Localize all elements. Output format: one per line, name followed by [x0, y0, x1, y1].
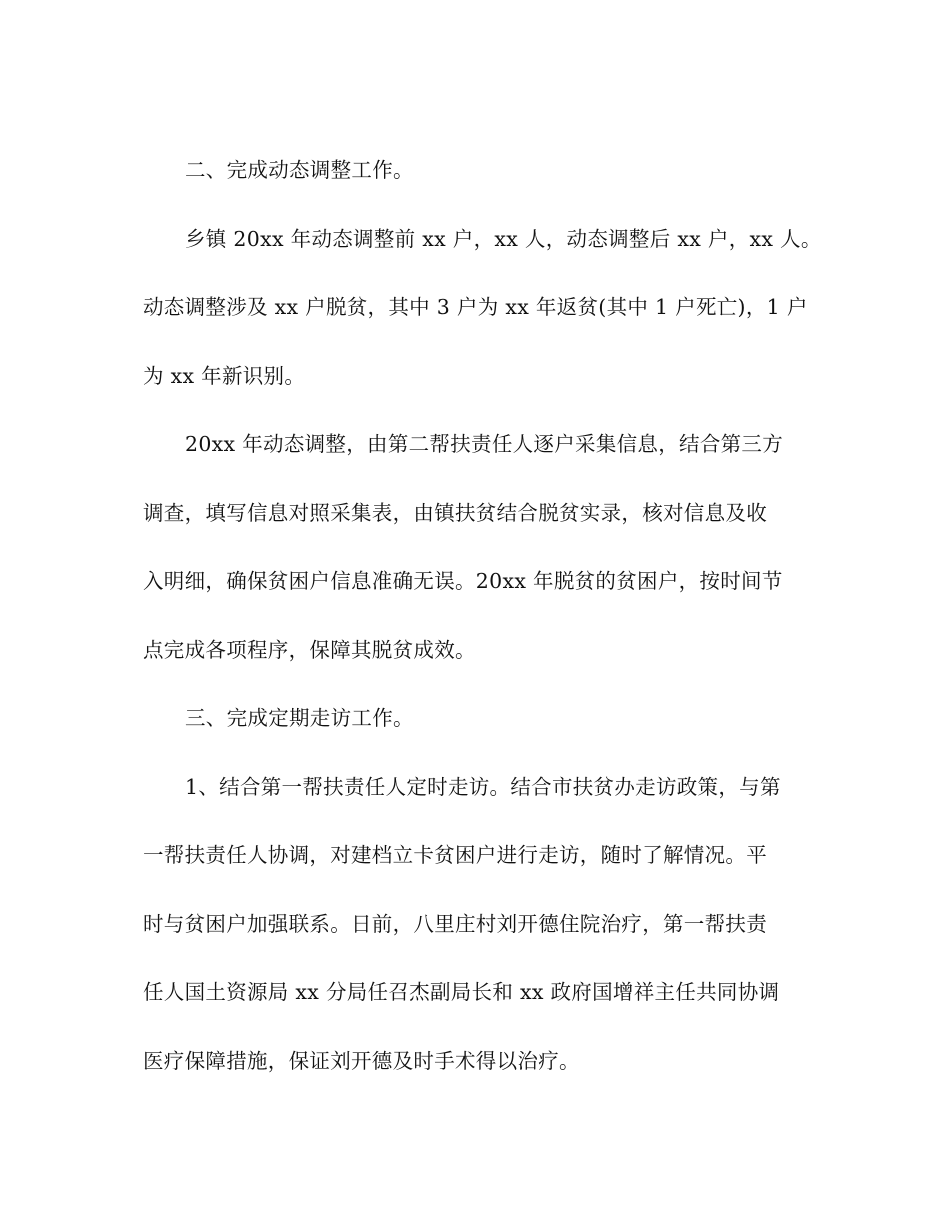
section-heading-2 — [143, 136, 810, 205]
text-line: 二、完成动态调整工作。 — [185, 158, 414, 182]
text-line: 乡镇 20xx 年动态调整前 xx 户，xx 人，动态调整后 xx 户，xx 人。 — [185, 226, 822, 251]
text-line: 点完成各项程序，保障其脱贫成效。 — [143, 637, 476, 662]
paragraph-visits — [143, 753, 810, 1096]
text-line: 调查，填写信息对照采集表，由镇扶贫结合脱贫实录，核对信息及收 — [143, 500, 767, 525]
document-body — [143, 136, 822, 1095]
text-line: 入明细，确保贫困户信息准确无误。20xx 年脱贫的贫困户，按时间节 — [143, 569, 783, 593]
section-heading-3 — [143, 684, 810, 753]
text-line: 为 xx 年新识别。 — [143, 363, 306, 388]
text-line: 时与贫困户加强联系。日前，八里庄村刘开德住院治疗，第一帮扶责 — [143, 911, 767, 936]
text-line: 医疗保障措施，保证刘开德及时手术得以治疗。 — [143, 1048, 580, 1073]
text-line: 一帮扶责任人协调，对建档立卡贫困户进行走访，随时了解情况。平 — [143, 843, 767, 867]
paragraph-adjustment-process — [143, 410, 810, 684]
text-line: 任人国土资源局 xx 分局任召杰副局长和 xx 政府国增祥主任共同协调 — [143, 980, 780, 1004]
text-line: 动态调整涉及 xx 户脱贫，其中 3 户为 xx 年返贫(其中 1 户死亡)，1 户 — [143, 295, 808, 319]
paragraph-dynamic-adjustment — [143, 205, 822, 411]
text-line: 三、完成定期走访工作。 — [185, 706, 414, 730]
text-line: 20xx 年动态调整，由第二帮扶责任人逐户采集信息，结合第三方 — [185, 432, 784, 456]
text-line: 1、结合第一帮扶责任人定时走访。结合市扶贫办走访政策，与第 — [185, 774, 781, 799]
